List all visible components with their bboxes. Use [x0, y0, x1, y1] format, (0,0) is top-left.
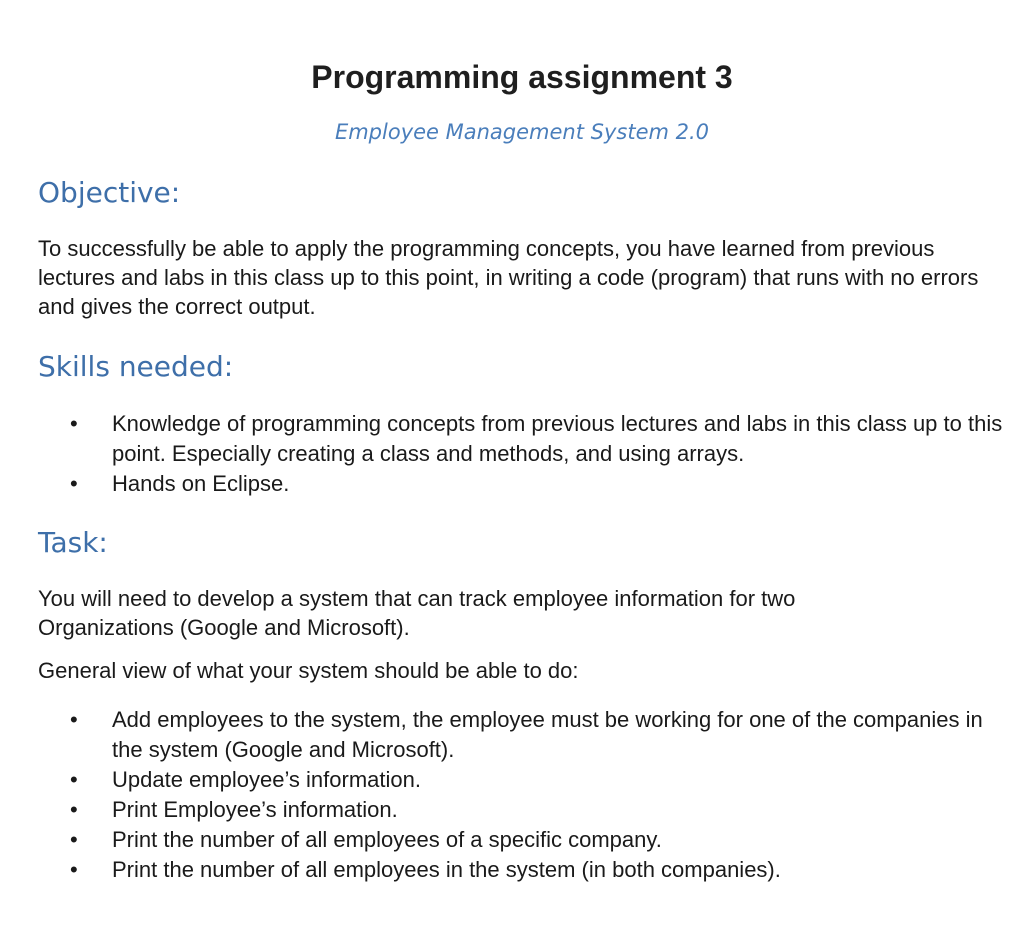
list-item: [0, 855, 1012, 885]
list-item: [0, 825, 1012, 855]
objective-heading: Objective:: [38, 176, 181, 209]
bullet-icon: •: [70, 707, 78, 732]
list-item: [0, 795, 1012, 825]
task-heading: Task:: [38, 526, 108, 559]
list-item-text: Print the number of all employees in the system (in both companies).: [112, 857, 781, 882]
bullet-icon: •: [70, 411, 78, 436]
list-item: [0, 409, 1012, 469]
general-view-text: General view of what your system should be able to do:: [38, 658, 579, 683]
list-item-text: Update employee’s information.: [112, 767, 421, 792]
skills-heading: Skills needed:: [38, 350, 234, 383]
subtitle: Employee Management System 2.0: [334, 120, 710, 144]
objective-text: To successfully be able to apply the programming concepts, you have learned from previous lectures and labs in this class up to this point, in writing a code (program) that runs with no errors and gives the correct output.: [38, 236, 979, 319]
bullet-icon: •: [70, 767, 78, 792]
bullet-icon: •: [70, 857, 78, 882]
skills-list: [0, 409, 1024, 499]
bullet-icon: •: [70, 797, 78, 822]
list-item: [0, 705, 1012, 765]
task-intro: You will need to develop a system that can track employee information for two Organizations (Google and Microsoft).: [38, 586, 796, 640]
list-item-text: Knowledge of programming concepts from previous lectures and labs in this class up to this point. Especially creating a class and methods, and using arrays.: [112, 411, 1003, 466]
list-item-text: Print the number of all employees of a specific company.: [112, 827, 662, 852]
list-item-text: Add employees to the system, the employee must be working for one of the companies in the system (Google and Microsoft).: [112, 707, 983, 762]
list-item: [0, 765, 1012, 795]
list-item-text: Print Employee’s information.: [112, 797, 398, 822]
task-list: [0, 705, 1024, 885]
page-title: Programming assignment 3: [311, 59, 733, 95]
list-item: [0, 469, 1012, 499]
list-item-text: Hands on Eclipse.: [112, 471, 290, 496]
bullet-icon: •: [70, 471, 78, 496]
bullet-icon: •: [70, 827, 78, 852]
